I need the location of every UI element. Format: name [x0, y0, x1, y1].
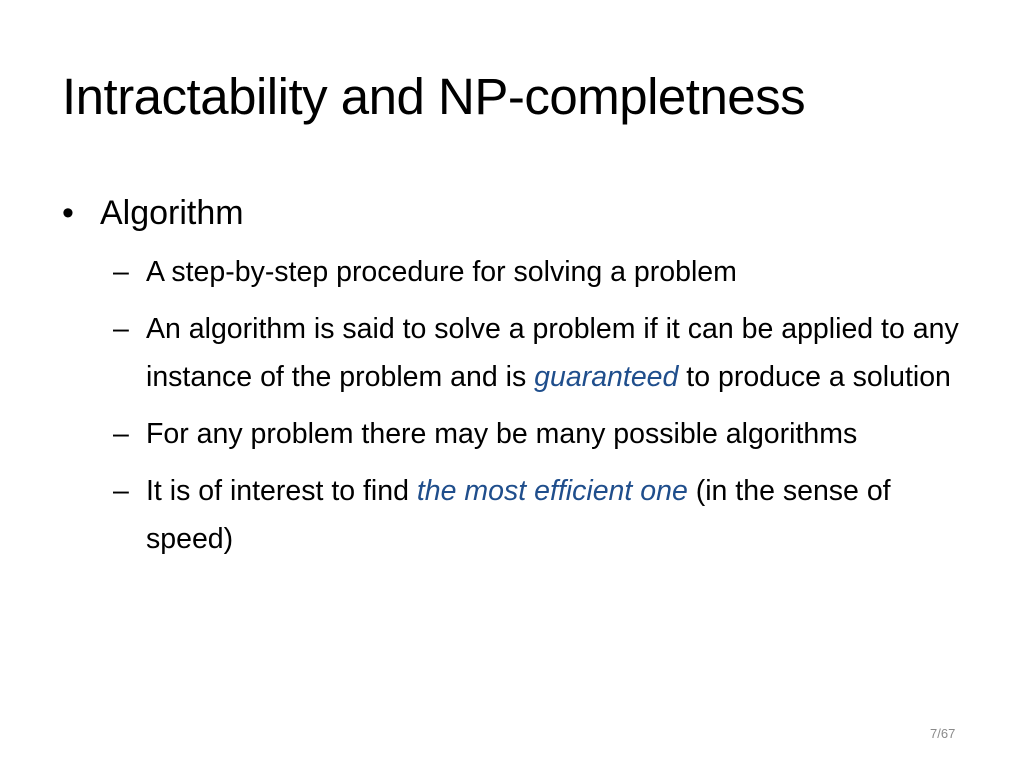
bullet-item-algorithm: [62, 190, 962, 236]
sub-bullet-text-pre: An algorithm is said to solve a problem if it can be applied to any instance of the problem and is: [146, 313, 959, 393]
sub-bullet-text-post: to produce a solution: [678, 361, 951, 393]
sub-bullet-text-post: (in the sense of speed): [146, 475, 891, 555]
sub-bullet-text: A step-by-step procedure for solving a problem: [146, 256, 737, 288]
sub-bullet-item-3: [62, 410, 966, 458]
sub-bullet-item-4: [62, 467, 966, 563]
sub-bullet-item-1: [62, 248, 966, 296]
dash-icon: –: [113, 256, 129, 288]
dash-icon: –: [113, 418, 129, 450]
emphasis-text: guaranteed: [534, 361, 679, 393]
page-number: 7/67: [930, 726, 956, 741]
slide-content: [62, 190, 962, 563]
bullet-icon: •: [62, 194, 74, 232]
emphasis-text: the most efficient one: [416, 475, 688, 507]
slide-title: Intractability and NP-completness: [62, 68, 806, 125]
dash-icon: –: [113, 475, 129, 507]
bullet-heading: Algorithm: [100, 194, 244, 232]
sub-bullet-text-pre: It is of interest to find: [146, 475, 417, 507]
dash-icon: –: [113, 313, 129, 345]
sub-bullet-text: For any problem there may be many possible algorithms: [146, 418, 858, 450]
sub-bullet-item-2: [62, 305, 966, 401]
